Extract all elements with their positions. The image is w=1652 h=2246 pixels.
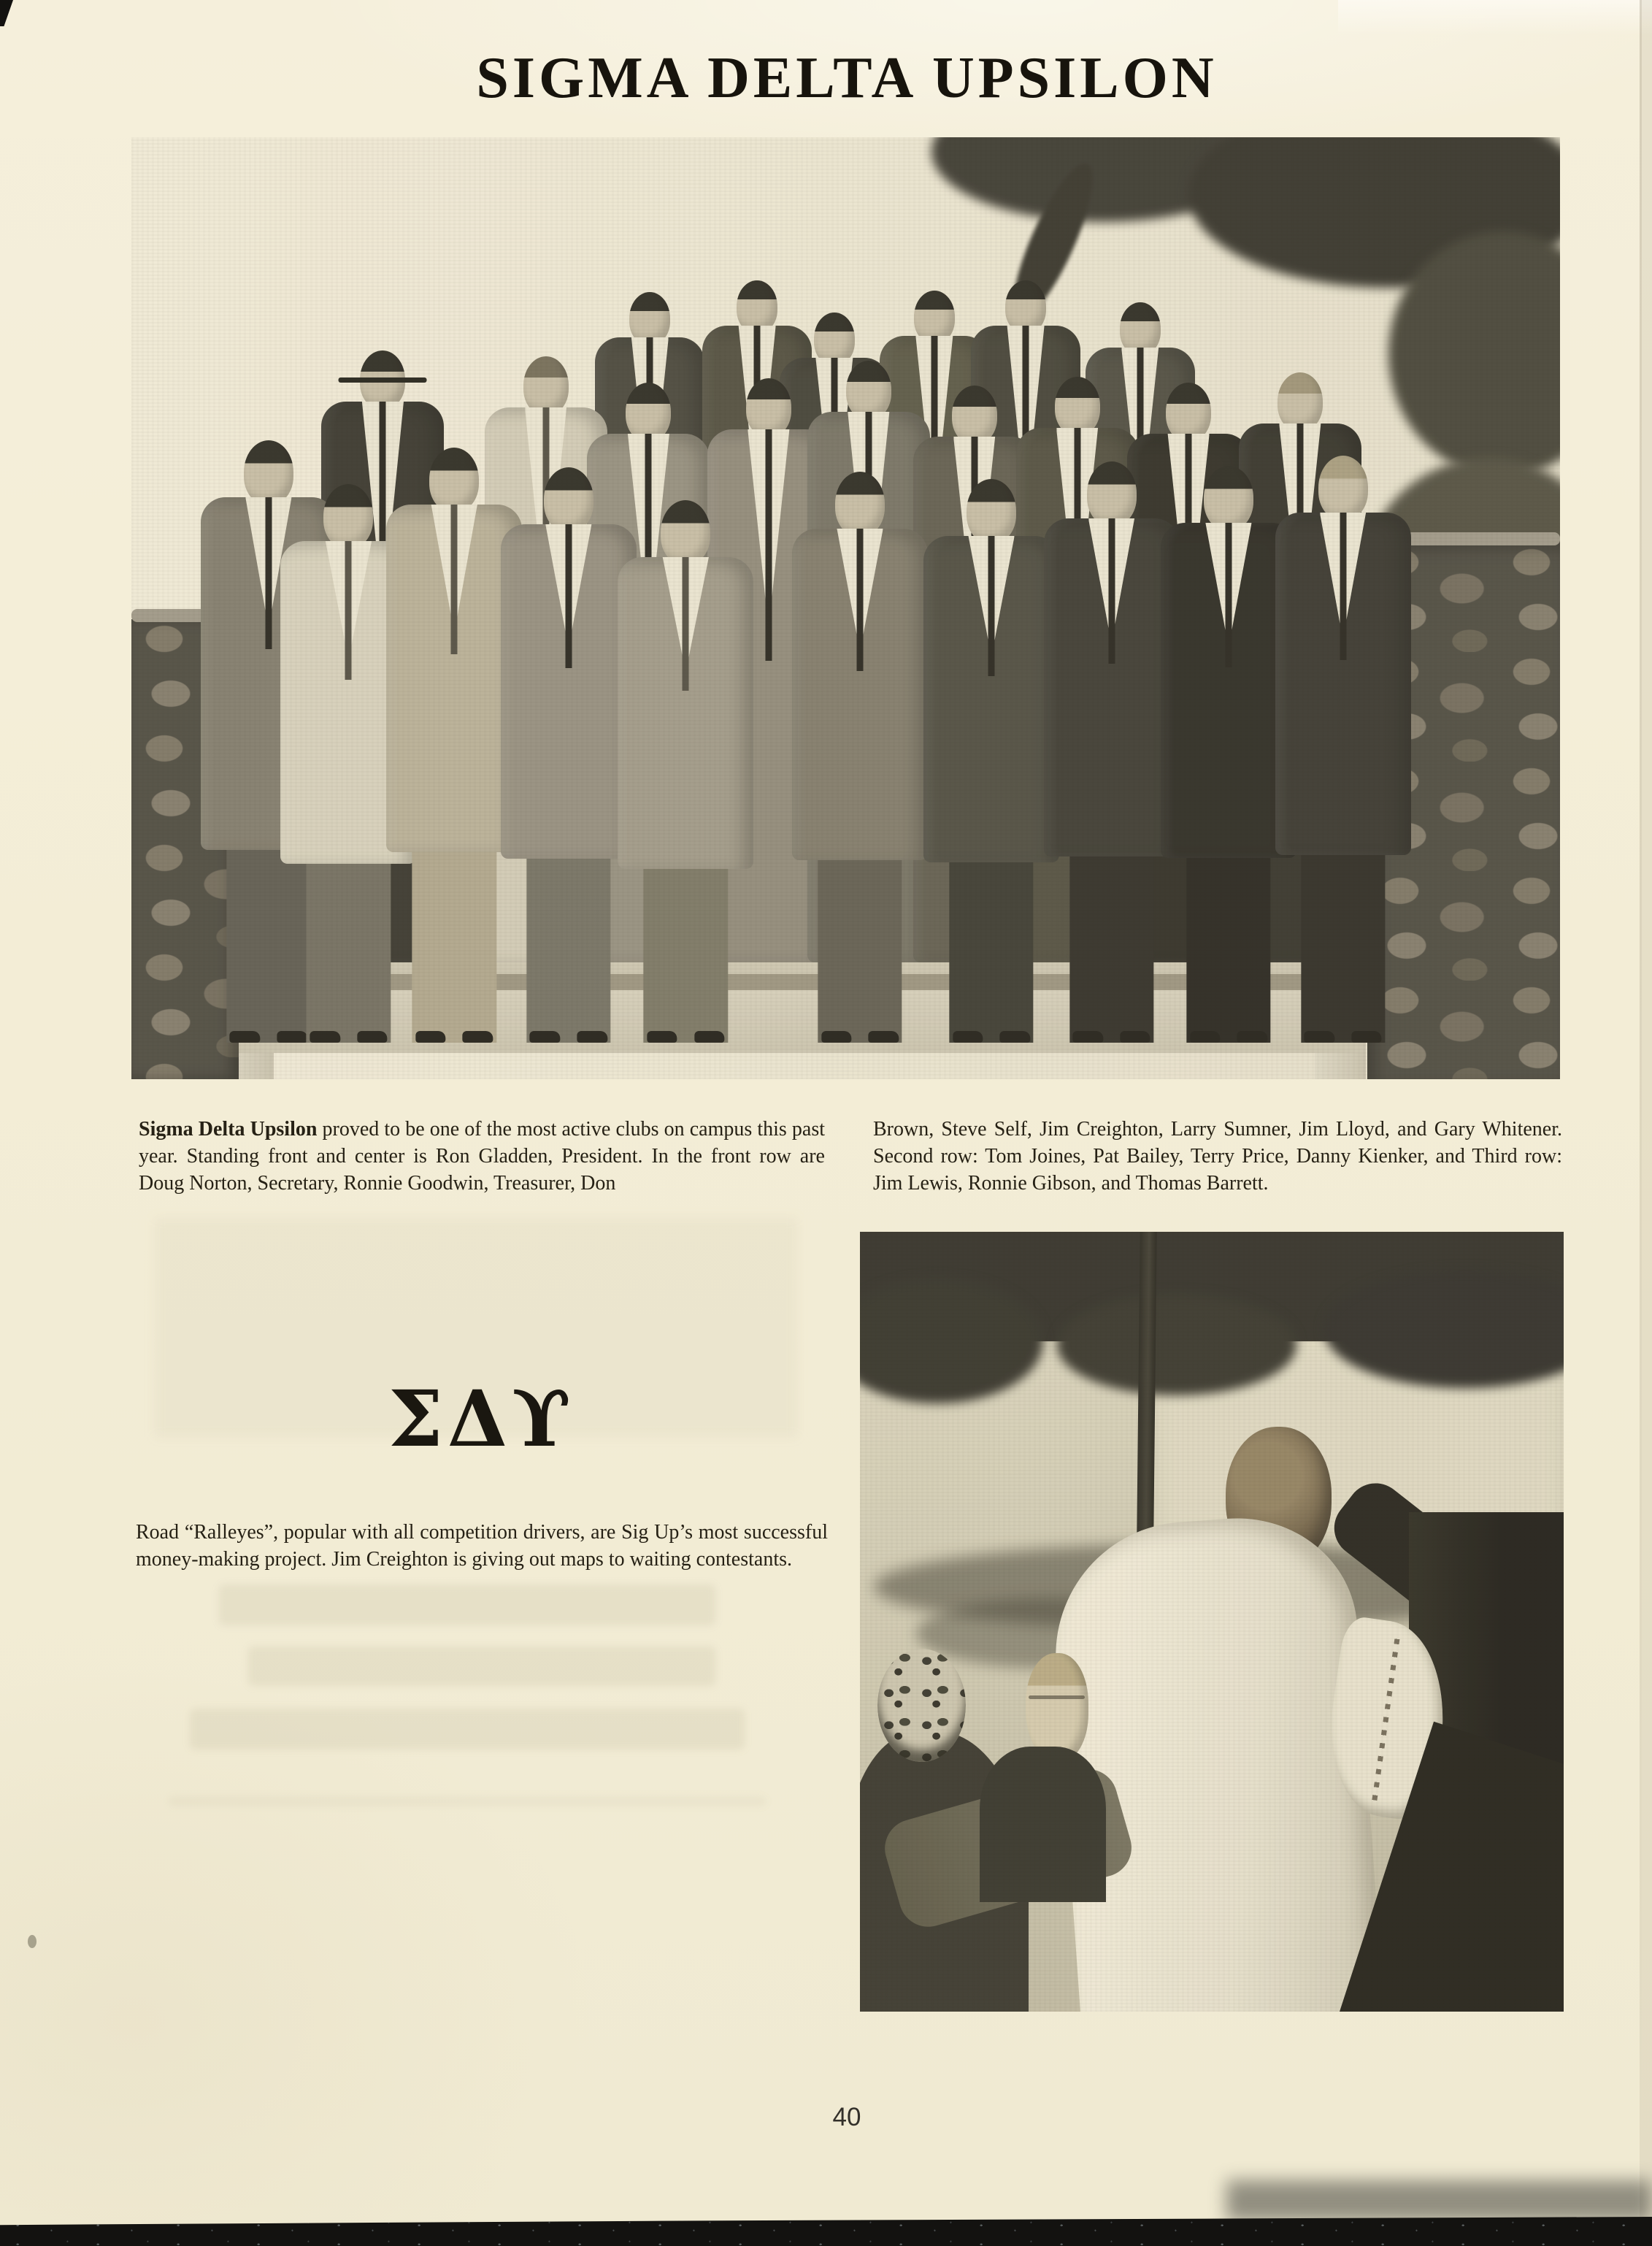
- figure-head: [1087, 461, 1137, 526]
- page-title: SIGMA DELTA UPSILON: [476, 46, 1218, 110]
- contestant-face: [1026, 1653, 1089, 1763]
- group-caption-left: [139, 1116, 825, 1197]
- figure-trousers: [1069, 856, 1153, 1043]
- figure-trousers: [307, 864, 391, 1043]
- paper-speck: [28, 1935, 37, 1948]
- figure-head: [952, 386, 997, 444]
- figure-tie: [1340, 513, 1346, 660]
- figure-suit: [618, 557, 753, 869]
- group-photo: [131, 137, 1560, 1079]
- figure-shoe: [821, 1031, 852, 1043]
- contestant-shoulders: [980, 1747, 1107, 1903]
- figure-trousers: [412, 852, 496, 1043]
- scan-corner-nick: [0, 0, 13, 26]
- figure-tie: [683, 557, 689, 691]
- figure-suit: [923, 536, 1059, 862]
- figure-head: [1055, 377, 1100, 435]
- figure-trousers: [1301, 855, 1385, 1043]
- group-figure: [1044, 461, 1180, 1043]
- greek-letters: ΣΔϒ: [388, 1373, 576, 1464]
- bleed-through-ghost-text: [219, 1584, 715, 1625]
- bleed-through-ghost-text: [168, 1796, 767, 1806]
- figure-shoe: [1000, 1031, 1031, 1043]
- figure-head: [1204, 466, 1253, 530]
- figure-head: [1318, 456, 1368, 520]
- figure-tie: [1225, 523, 1232, 667]
- group-caption-right: Brown, Steve Self, Jim Creighton, Larry Sumner, Jim Lloyd, and Gary Whitener. Second row: Tom Joines, Pat Bailey, Terry Price, Danny Kienker, and Third row: Jim Lewis, Ronnie Gibson, and Thomas Barrett.: [873, 1118, 1562, 1195]
- figure-shoe: [357, 1031, 388, 1043]
- figure-tie: [451, 505, 458, 654]
- rally-photo: [860, 1232, 1564, 2012]
- group-caption-left-text: proved to be one of the most active clubs on campus this past year. Standing front and center is Ron Gladden, President. In the front row are Doug Norton, Secretary, Ronnie Goodwin, Treasurer, Don: [139, 1118, 825, 1195]
- figure-head: [1278, 372, 1323, 431]
- figure-trousers: [949, 862, 1033, 1043]
- figure-shoe: [577, 1031, 607, 1043]
- figure-shoe: [1304, 1031, 1334, 1043]
- figure-head: [835, 472, 885, 536]
- figure-shoe: [530, 1031, 561, 1043]
- figure-head: [846, 361, 891, 419]
- figure-tie: [765, 429, 772, 661]
- figure-tie: [565, 524, 572, 668]
- figure-shoe: [230, 1031, 261, 1043]
- page-edge-shadow: [1642, 0, 1652, 2246]
- figure-shoe: [1072, 1031, 1103, 1043]
- figure-suit: [792, 529, 928, 860]
- figure-suit: [501, 524, 637, 859]
- figure-shoe: [1190, 1031, 1221, 1043]
- figure-head: [746, 378, 791, 437]
- figure-tie: [857, 529, 864, 671]
- figure-tie: [345, 541, 352, 680]
- scan-edge-smudge: [1226, 2180, 1652, 2221]
- figure-shoe: [694, 1031, 725, 1043]
- tree-line-edge: [1057, 1294, 1296, 1395]
- figure-tie: [988, 536, 995, 676]
- contestant-eyes: [1029, 1695, 1085, 1699]
- scan-edge-bottom: [0, 2217, 1652, 2246]
- figure-shoe: [310, 1031, 340, 1043]
- figure-head: [323, 484, 373, 548]
- figure-shoe: [647, 1031, 677, 1043]
- figure-trousers: [1186, 858, 1270, 1043]
- group-figure: [923, 479, 1059, 1043]
- bleed-through-ghost-text: [190, 1709, 745, 1749]
- map-giver-white-shirt: [1046, 1511, 1384, 2012]
- bleed-through-ghost-text: [248, 1647, 715, 1686]
- group-figure: [792, 472, 928, 1043]
- figure-trousers: [818, 860, 902, 1043]
- figure-suit: [1044, 518, 1180, 856]
- fraternity-members: [131, 137, 1560, 1079]
- group-figure: [618, 500, 753, 1043]
- figure-shoe: [1120, 1031, 1150, 1043]
- page-number: 40: [832, 2103, 861, 2131]
- figure-head: [661, 500, 710, 564]
- figure-tie: [265, 497, 272, 649]
- figure-head: [429, 448, 479, 512]
- figure-shoe: [869, 1031, 899, 1043]
- figure-shoe: [953, 1031, 983, 1043]
- figure-shoe: [1351, 1031, 1382, 1043]
- figure-shoe: [463, 1031, 493, 1043]
- figure-head: [544, 467, 593, 532]
- eyeglasses: [339, 377, 427, 383]
- scan-light-edge: [1338, 0, 1652, 35]
- rally-caption: Road “Ralleyes”, popular with all competition drivers, are Sig Up’s most successful money-making project. Jim Creighton is giving out maps to waiting contestants.: [136, 1521, 828, 1571]
- figure-trousers: [644, 869, 728, 1043]
- group-caption-lead: Sigma Delta Upsilon: [139, 1118, 318, 1141]
- figure-tie: [1108, 518, 1115, 664]
- figure-shoe: [415, 1031, 446, 1043]
- bucket-hat: [877, 1649, 966, 1762]
- figure-head: [626, 383, 671, 441]
- figure-head: [967, 479, 1016, 543]
- figure-shoe: [1237, 1031, 1268, 1043]
- group-figure: [1275, 456, 1411, 1043]
- hood-lacing: [1372, 1638, 1399, 1801]
- figure-head: [523, 356, 569, 415]
- figure-head: [1166, 383, 1211, 441]
- group-figure: [501, 467, 637, 1043]
- figure-trousers: [526, 859, 610, 1043]
- figure-suit: [1275, 513, 1411, 855]
